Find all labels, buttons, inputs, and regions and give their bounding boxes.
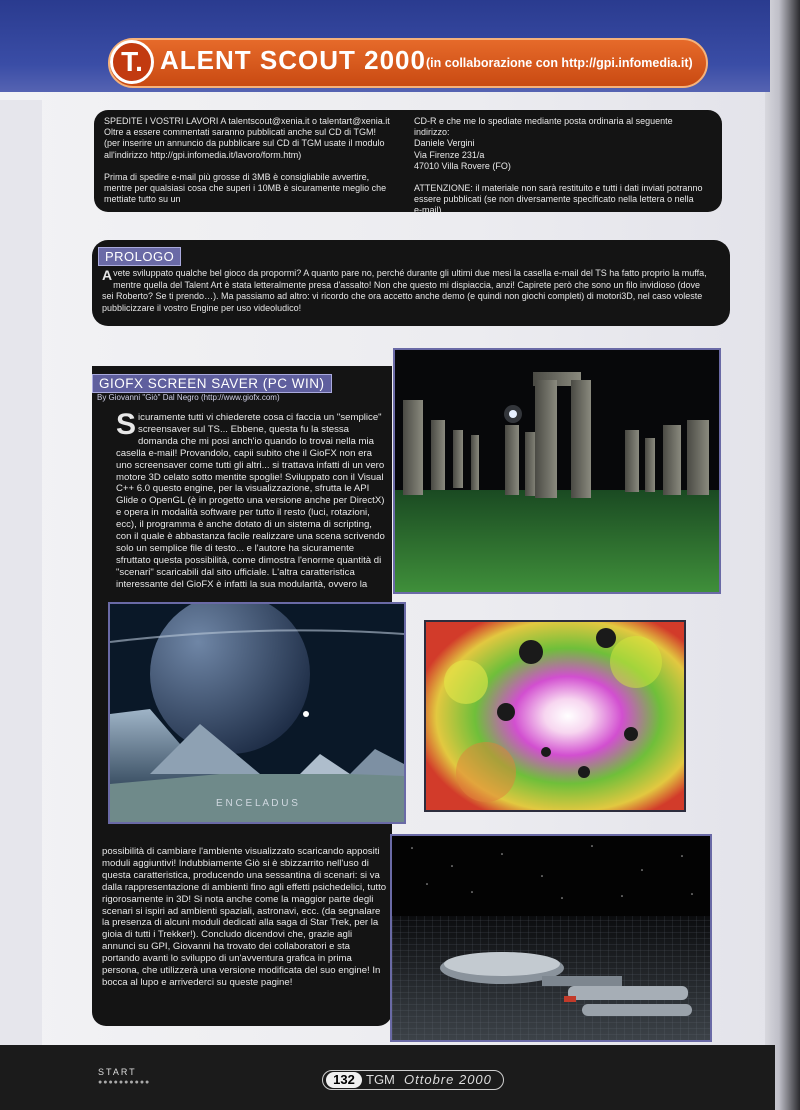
enceladus-caption: E N C E L A D U S [216,798,298,809]
prologo-label: PROLOGO [98,247,181,266]
enceladus-screenshot [108,602,406,824]
enceladus-illustration [110,604,404,822]
article-byline: By Giovanni "Giò" Dal Negro (http://www.giofx.com) [97,393,280,402]
psychedelic-screenshot [424,620,686,812]
footer-section-label: START [98,1067,137,1077]
stonehenge-illustration [395,350,719,592]
prologo-text [102,268,712,314]
magazine-name: TGM [366,1072,395,1087]
info-left-paragraph-1: SPEDITE I VOSTRI LAVORI A talentscout@xenia.it o talentart@xenia.it Oltre a essere commentati saranno pubblicati anche sul CD di TGM! (per inserire un annuncio da pubblicare sul CD di TGM usate il modulo all'indirizzo http://gpi.infomedia.it/lavoro/form.htm) [104,116,390,160]
page-title: ALENT SCOUT 2000 [160,45,426,75]
prologo-box [92,240,730,326]
submission-info-box [94,110,722,216]
issue-date: Ottobre 2000 [404,1072,492,1087]
article-part-1-body: icuramente tutti vi chiederete cosa ci faccia un "semplice" screensaver sul TS... Ebbene, questa fu la stessa domanda che mi posi anch'io quando lo trovai nella mia casella e-mail! Provandolo, capii subito che il GioFX non era uno screensaver come tutti gli altri... si trattava infatti di un vero motore 3D celato sotto mentite spoglie! Sviluppato con il Visual C++ 6.0 questo engine, per la visualizzazione, sfrutta le API Glide o OpenGL (è in progetto una versione anche per DirectX) e opera in modalità software per tutto il resto (luci, rotazioni, ecc), il programma è anche dotato di un sistema di scripting, con il quale è abbastanza facile realizzare una scena scrivendo solo un semplice file di testo... e l'autore ha sicuramente sfruttato questa possibilità, come dimostra l'enorme quantità di "scenari" scaricabili dal sito ufficiale. L'altra caratteristica interessante del GioFX è infatti la sua modularità, ovvero la [116,412,385,590]
info-left-column [104,116,394,216]
stonehenge-screenshot [393,348,721,594]
address-name: Daniele Vergini [414,138,475,149]
info-right-paragraph-1: CD-R e che me lo spediate mediante posta ordinaria al seguente indirizzo: [414,116,673,138]
info-right-paragraph-2: ATTENZIONE: il materiale non sarà restituito e tutti i dati inviati potranno essere pubblicati (se non diversamente specificato nella lettera o nella e-mail). [414,183,703,216]
starship-illustration [392,836,710,1040]
article-title: GIOFX SCREEN SAVER (PC WIN) [92,374,332,393]
page-number: 132 [326,1072,362,1088]
address-city: 47010 Villa Rovere (FO) [414,160,511,171]
left-margin-strip [0,100,42,1045]
article-part-1 [116,408,388,591]
prologo-dropcap: A [102,267,113,283]
article-part-2: possibilità di cambiare l'ambiente visualizzato scaricando appositi moduli aggiuntivi! Indubbiamente Giò si è sbizzarrito nell'uso di questa caratteristica, producendo una sessantina di scenari: si va dalla rappresentazione di ambienti fino agli effetti psichedelici, tutto rigorosamente in 3D! Si nota anche come la maggior parte degli scenari si ispiri ad ambienti spaziali, astronavi, ecc. (da segnalare la presenza di alcuni moduli dedicati alla saga di Star Trek, per la gioia di tutti i Trekker!). Concludo dicendovi che, grazie agli annunci su GPI, Giovanni ha trovato dei collaboratori e sta portando avanti lo sviluppo di un'avventura grafica in prima persona, che utilizzerà una versione modificata del suo engine! In bocca al lupo e arrivederci su queste pagine! [102,846,387,988]
info-left-paragraph-2: Prima di spedire e-mail più grosse di 3MB è consigliabile avvertire, mentre per qualsiasi cosa che superi i 10MB è sicuramente meglio che mettiate tutto su un [104,171,387,205]
prologo-body: vete sviluppato qualche bel gioco da propormi? A quanto pare no, perché durante gli ultimi due mesi la casella e-mail del TS ha fatto proprio la muffa, mentre quella del Talent Art è stata letteralmente presa d'assalto! Non che questo mi dispiaccia, anzi! Capirete però che sono un filo invidioso (dove sei Roberto? Se ti prendo…). Ma passiamo ad altro: vi ricordo che ora accetto anche demo (e quindi non giochi completi) di motori3D, nel caso voleste pubblicizzare il vostro Engine per uso videoludico! [102,268,707,313]
starship-screenshot [390,834,712,1042]
address-street: Via Firenze 231/a [414,149,485,160]
article-dropcap: S [116,408,137,441]
page-spine [765,0,800,1110]
title-badge: T. [110,40,154,84]
page-subtitle: (in collaborazione con http://gpi.infomedia.it) [426,56,693,70]
footer-section-dots: ●●●●●●●●●● [98,1079,151,1086]
psychedelic-illustration [426,622,684,810]
info-right-column [414,116,704,217]
